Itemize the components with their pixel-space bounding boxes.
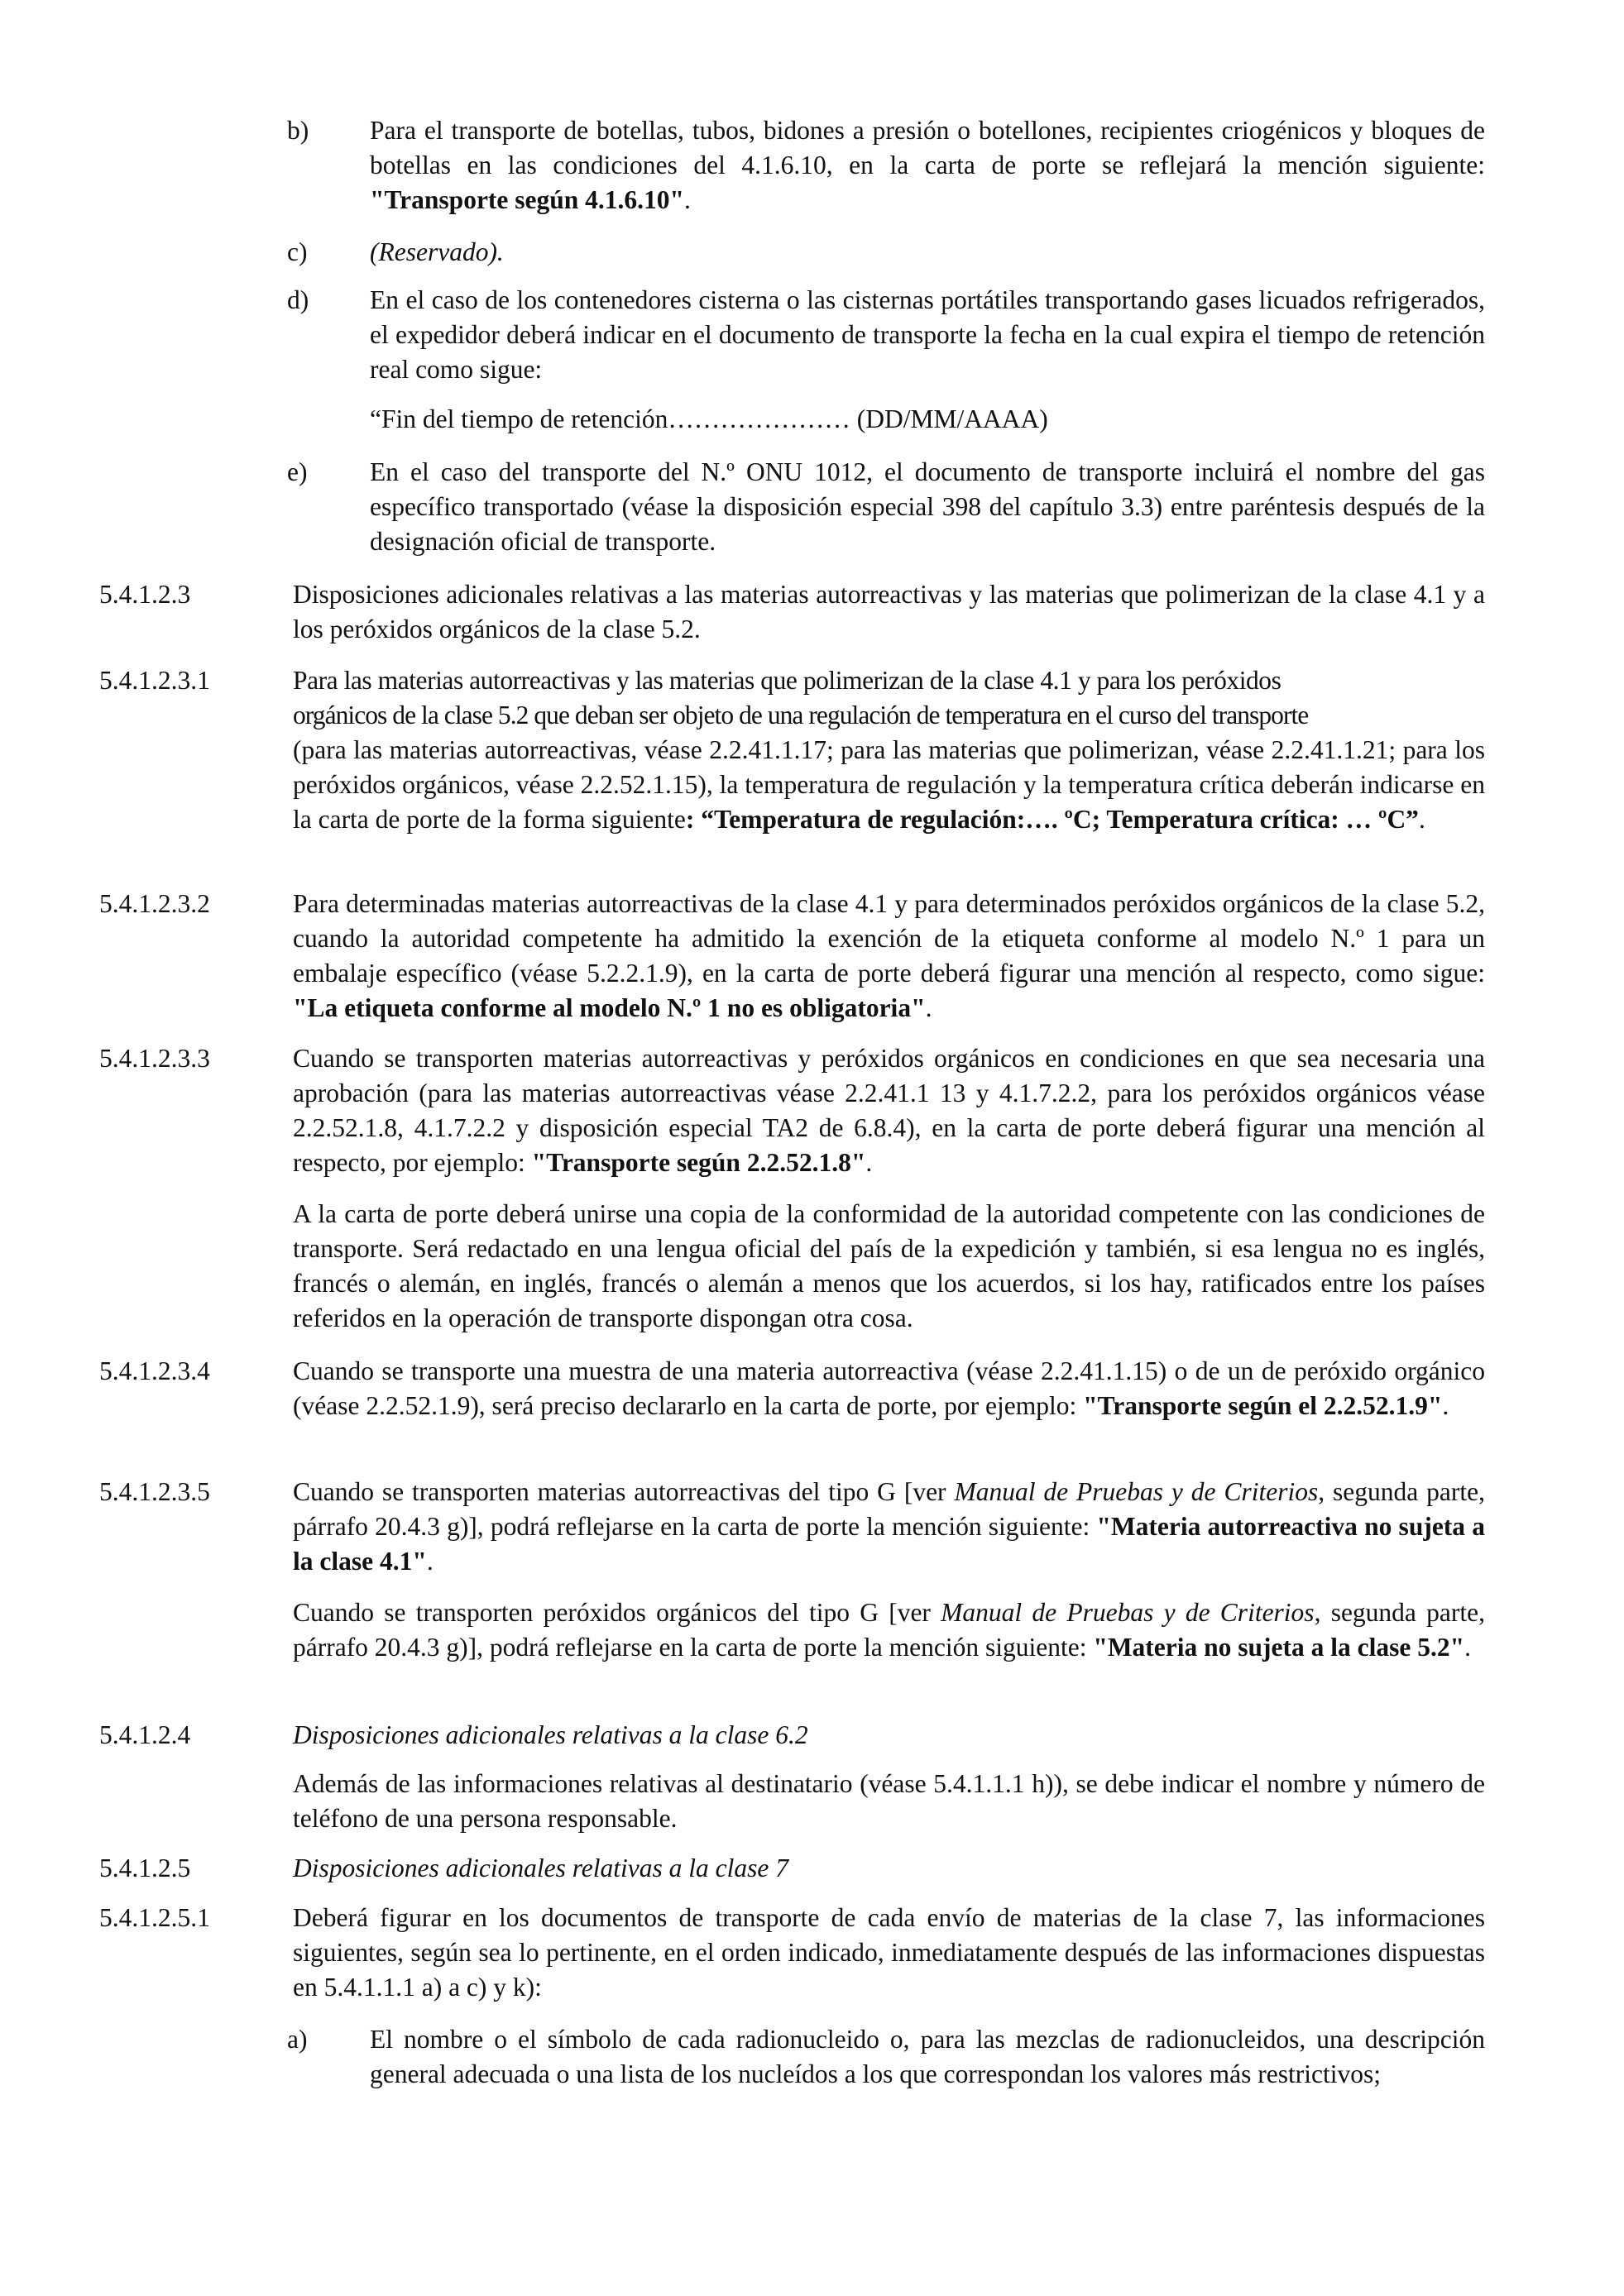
item-a-text: El nombre o el símbolo de cada radionucleido o, para las mezclas de radionucleidos, una descripción general adecuada o una lista de los nucleídos a los que correspondan los valores más restrictivos; (370, 2025, 1485, 2088)
section-number: 5.4.1.2.3.5 (99, 1477, 210, 1506)
section-text: Para las materias autorreactivas y las materias que polimerizan de la clase 4.1 y para los peróxidos orgánicos de la clase 5.2 que deban ser objeto de una regulación de temperatura en el curso del transporte (para las materias autorreactivas, véase 2.2.41.1.17; para las materias que polimerizan, véase 2.2.41.1.21; para los peróxidos orgánicos, véase 2.2.52.1.15), la temperatura de regulación y la temperatura crítica deberán indicarse en la carta de porte de la forma siguiente: “Temperatura de regulación:…. ºC; Temperatura crítica: … ºC”. (293, 666, 1485, 834)
item-c-text: (Reservado). (370, 237, 504, 266)
section-number: 5.4.1.2.4 (99, 1720, 191, 1749)
section-number: 5.4.1.2.3.4 (99, 1356, 210, 1385)
section-number: 5.4.1.2.3 (99, 580, 191, 609)
section-text: Deberá figurar en los documentos de transporte de cada envío de materias de la clase 7, las informaciones siguientes, según sea lo pertinente, en el orden indicado, inmediatamente después de las informaciones dispuestas en 5.4.1.1.1 a) a c) y k): (293, 1903, 1485, 2002)
section-number: 5.4.1.2.5 (99, 1854, 191, 1882)
item-e-label: e) (287, 457, 308, 486)
item-d-text: En el caso de los contenedores cisterna o las cisternas portátiles transportando gases licuados refrigerados, el expedidor deberá indicar en el documento de transporte la fecha en la cual expira el tiempo de retención real como sigue: (370, 285, 1485, 384)
item-b-mention: "Transporte según 4.1.6.10" (370, 185, 685, 214)
peroxide-mention: "Materia no sujeta a la clase 5.2" (1093, 1633, 1465, 1662)
temperature-mention: : “Temperatura de regulación:…. ºC; Temperatura crítica: … ºC” (685, 805, 1419, 834)
section-number: 5.4.1.2.3.2 (99, 889, 210, 918)
section-number: 5.4.1.2.5.1 (99, 1903, 210, 1932)
item-a-label: a) (287, 2025, 308, 2054)
item-c-label: c) (287, 237, 308, 266)
self-reactive-mention: "Materia autorreactiva no sujeta a la clase 4.1" (293, 1512, 1485, 1576)
section-5-4-1-2-3-3-para2: A la carta de porte deberá unirse una copia de la conformidad de la autoridad competente con las condiciones de transporte. Será redactado en una lengua oficial del país de la expedición y también, si esa lengua no es inglés, francés o alemán, en inglés, francés o alemán a menos que los acuerdos, si los hay, ratificados entre los países referidos en la operación de transporte dispongan otra cosa. (293, 1199, 1485, 1332)
section-number: 5.4.1.2.3.1 (99, 666, 210, 695)
section-title: Disposiciones adicionales relativas a la clase 7 (293, 1854, 789, 1882)
item-d-quote: “Fin del tiempo de retención………………… (DD/MM/AAAA) (370, 404, 1048, 433)
section-text: Para determinadas materias autorreactivas de la clase 4.1 y para determinados peróxidos orgánicos de la clase 5.2, cuando la autoridad competente ha admitido la exención de la etiqueta conforme al modelo N.º 1 para un embalaje específico (véase 5.2.2.1.9), en la carta de porte deberá figurar una mención al respecto, como sigue: "La etiqueta conforme al modelo N.º 1 no es obligatoria". (293, 889, 1485, 1022)
transport-mention: "Transporte según 2.2.52.1.8" (531, 1148, 866, 1177)
label-mention: "La etiqueta conforme al modelo N.º 1 no es obligatoria" (293, 993, 926, 1022)
item-b-label: b) (287, 116, 309, 145)
section-text: Cuando se transporten materias autorreactivas y peróxidos orgánicos en condiciones en que sea necesaria una aprobación (para las materias autorreactivas véase 2.2.41.1 13 y 4.1.7.2.2, para los peróxidos orgánicos véase 2.2.52.1.8, 4.1.7.2.2 y disposición especial TA2 de 6.8.4), en la carta de porte deberá figurar una mención al respecto, por ejemplo: "Transporte según 2.2.52.1.8". (293, 1044, 1485, 1177)
item-d-label: d) (287, 285, 309, 314)
section-5-4-1-2-3-5-para2: Cuando se transporten peróxidos orgánicos del tipo G [ver Manual de Pruebas y de Criterios, segunda parte, párrafo 20.4.3 g)], podrá reflejarse en la carta de porte la mención siguiente: "Materia no sujeta a la clase 5.2". (293, 1598, 1485, 1662)
section-text: Disposiciones adicionales relativas a las materias autorreactivas y las materias que polimerizan de la clase 4.1 y a los peróxidos orgánicos de la clase 5.2. (293, 580, 1485, 643)
item-e-text: En el caso del transporte del N.º ONU 1012, el documento de transporte incluirá el nombre del gas específico transportado (véase la disposición especial 398 del capítulo 3.3) entre paréntesis después de la designación oficial de transporte. (370, 457, 1485, 556)
section-text: Cuando se transporten materias autorreactivas del tipo G [ver Manual de Pruebas y de Criterios, segunda parte, párrafo 20.4.3 g)], podrá reflejarse en la carta de porte la mención siguiente: "Materia autorreactiva no sujeta a la clase 4.1". (293, 1477, 1485, 1576)
item-b-text: Para el transporte de botellas, tubos, bidones a presión o botellones, recipientes criogénicos y bloques de botellas en las condiciones del 4.1.6.10, en la carta de porte se reflejará la mención siguiente: "Transporte según 4.1.6.10". (370, 116, 1485, 214)
section-text: Cuando se transporte una muestra de una materia autorreactiva (véase 2.2.41.1.15) o de un de peróxido orgánico (véase 2.2.52.1.9), será preciso declararlo en la carta de porte, por ejemplo: "Transporte según el 2.2.52.1.9". (293, 1356, 1485, 1420)
section-5-4-1-2-4-text: Además de las informaciones relativas al destinatario (véase 5.4.1.1.1 h)), se debe indicar el nombre y número de teléfono de una persona responsable. (293, 1769, 1485, 1833)
manual-title: Manual de Pruebas y de Criterios (954, 1477, 1319, 1506)
section-number: 5.4.1.2.3.3 (99, 1044, 210, 1073)
section-title: Disposiciones adicionales relativas a la clase 6.2 (293, 1720, 808, 1749)
manual-title: Manual de Pruebas y de Criterios (941, 1598, 1315, 1627)
sample-mention: "Transporte según el 2.2.52.1.9" (1083, 1391, 1443, 1420)
